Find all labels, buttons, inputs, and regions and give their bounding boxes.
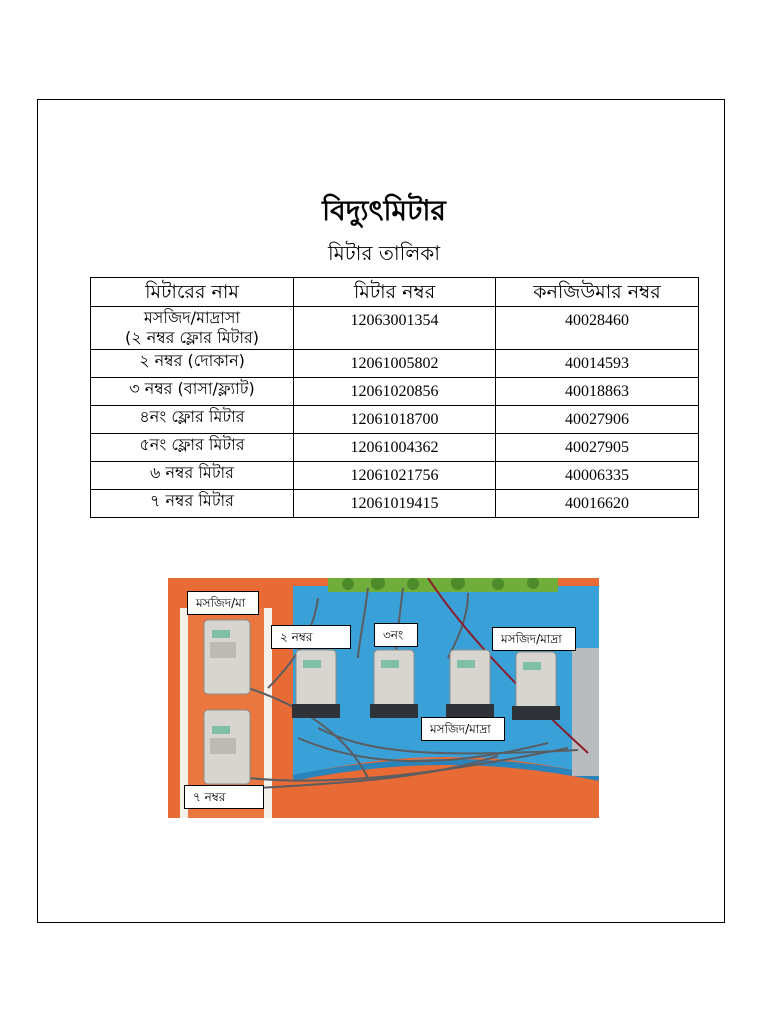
table-row bbox=[91, 307, 699, 350]
meter-name-cell: ৭ নম্বর মিটার bbox=[91, 490, 294, 518]
consumer-number-cell: 40006335 bbox=[496, 462, 699, 490]
table-row bbox=[91, 490, 699, 518]
header-meter-number: মিটার নম্বর bbox=[294, 278, 496, 307]
photo-label-meter-3: ৩নং bbox=[374, 623, 418, 647]
meter-name-cell: ৩ নম্বর (বাসা/ফ্ল্যাট) bbox=[91, 378, 294, 406]
table-header-row bbox=[91, 278, 699, 307]
photo-label-middle: মসজিদ/মাদ্রা bbox=[421, 717, 505, 741]
meter-number-cell: 12063001354 bbox=[294, 307, 496, 350]
meter-name-cell: ৪নং ফ্লোর মিটার bbox=[91, 406, 294, 434]
meter-board-photo bbox=[168, 578, 599, 818]
meter-table bbox=[90, 277, 699, 518]
header-consumer-number: কনজিউমার নম্বর bbox=[496, 278, 699, 307]
meter-number-cell: 12061021756 bbox=[294, 462, 496, 490]
meter-number-cell: 12061020856 bbox=[294, 378, 496, 406]
table-row bbox=[91, 350, 699, 378]
table-row bbox=[91, 434, 699, 462]
meter-name-cell bbox=[91, 307, 294, 350]
photo-label-top-left: মসজিদ/মা bbox=[187, 591, 259, 615]
meter-name-cell: ৬ নম্বর মিটার bbox=[91, 462, 294, 490]
meter-number-cell: 12061019415 bbox=[294, 490, 496, 518]
consumer-number-cell: 40027906 bbox=[496, 406, 699, 434]
meter-name-line: (২ নম্বর ফ্লোর মিটার) bbox=[124, 328, 260, 347]
table-row bbox=[91, 378, 699, 406]
meter-number-cell: 12061005802 bbox=[294, 350, 496, 378]
table-row bbox=[91, 406, 699, 434]
photo-label-meter-2: ২ নম্বর bbox=[271, 625, 351, 649]
photo-label-right: মসজিদ/মাদ্রা bbox=[492, 627, 576, 651]
consumer-number-cell: 40018863 bbox=[496, 378, 699, 406]
meter-name-cell: ২ নম্বর (দোকান) bbox=[91, 350, 294, 378]
document-subtitle: মিটার তালিকা bbox=[327, 241, 441, 265]
table-row bbox=[91, 462, 699, 490]
photo-label-bottom-left: ৭ নম্বর bbox=[184, 785, 264, 809]
header-meter-name: মিটারের নাম bbox=[91, 278, 294, 307]
meter-name-line: মসজিদ/মাদ্রাসা bbox=[143, 308, 241, 327]
consumer-number-cell: 40016620 bbox=[496, 490, 699, 518]
meter-number-cell: 12061004362 bbox=[294, 434, 496, 462]
consumer-number-cell: 40028460 bbox=[496, 307, 699, 350]
document-title: বিদ্যুৎমিটার bbox=[322, 194, 446, 227]
consumer-number-cell: 40027905 bbox=[496, 434, 699, 462]
meter-name-cell: ৫নং ফ্লোর মিটার bbox=[91, 434, 294, 462]
meter-number-cell: 12061018700 bbox=[294, 406, 496, 434]
consumer-number-cell: 40014593 bbox=[496, 350, 699, 378]
